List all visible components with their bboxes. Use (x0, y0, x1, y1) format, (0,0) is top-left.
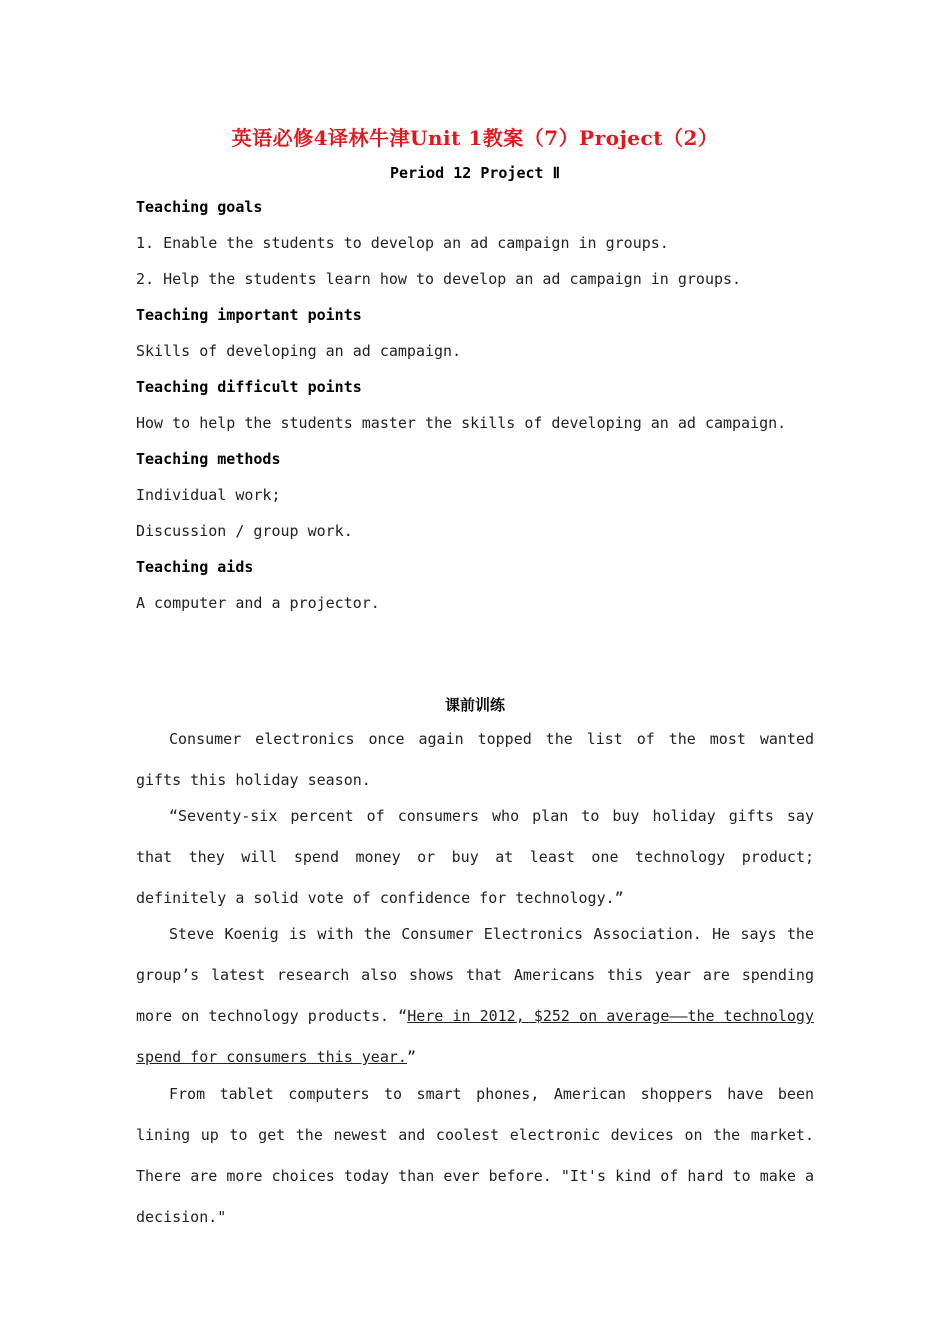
paragraph-3-underlined: Here in 2012, $252 on average——the technology spend for consumers this year. (136, 1007, 814, 1066)
difficult-points-heading: Teaching difficult points (136, 378, 362, 396)
paragraph-3-end: ” (406, 1048, 416, 1066)
method-item-2: Discussion / group work. (136, 522, 353, 540)
paragraph-4: From tablet computers to smart phones, American shoppers have been lining up to get the newest and coolest electronic devices on the market. There are more choices today than ever before. "It's kind of hard to make a decision." (136, 1085, 814, 1226)
paragraph-2: “Seventy-six percent of consumers who plan to buy holiday gifts say that they will spend money or buy at least one technology product; definitely a solid vote of confidence for technology.” (136, 807, 814, 907)
paragraph-3-start: Steve Koenig is with the Consumer Electronics Association. He says the group’s latest research also shows that Americans this year are spending more on technology products. “ (136, 925, 814, 1025)
teaching-aids-text: A computer and a projector. (136, 594, 380, 612)
goal-item-2: 2. Help the students learn how to develop an ad campaign in groups. (136, 270, 742, 288)
goal-item-1: 1. Enable the students to develop an ad campaign in groups. (136, 234, 669, 252)
difficult-points-text: How to help the students master the skills of developing an ad campaign. (136, 414, 787, 432)
teaching-goals-heading: Teaching goals (136, 198, 263, 216)
important-points-text: Skills of developing an ad campaign. (136, 342, 462, 360)
period-title: Period 12 Project Ⅱ (390, 164, 560, 182)
teaching-methods-heading: Teaching methods (136, 450, 281, 468)
teaching-aids-heading: Teaching aids (136, 558, 254, 576)
pre-class-heading: 课前训练 (444, 696, 505, 714)
document-title: 英语必修4译林牛津Unit 1教案（7）Project（2） (231, 126, 719, 150)
paragraph-1: Consumer electronics once again topped the list of the most wanted gifts this holiday season. (136, 730, 814, 789)
paragraph-3 (136, 914, 814, 1078)
method-item-1: Individual work; (136, 486, 281, 504)
important-points-heading: Teaching important points (136, 306, 362, 324)
